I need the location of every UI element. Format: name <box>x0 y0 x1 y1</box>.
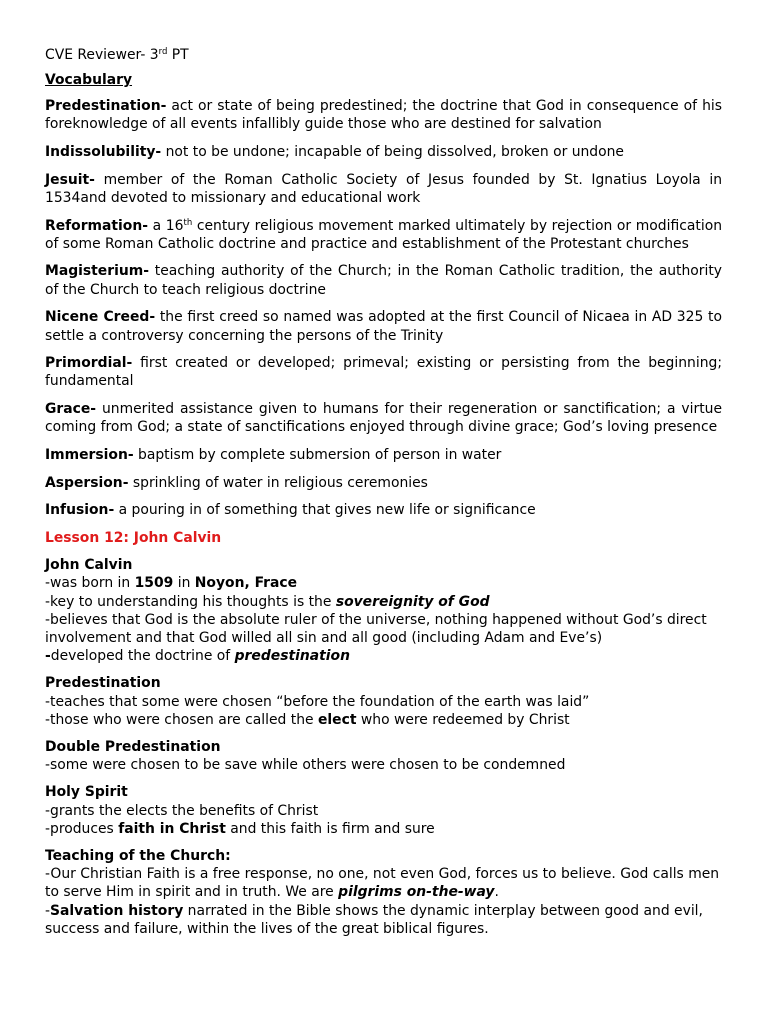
vocab-definition: sprinkling of water in religious ceremonies <box>128 474 428 491</box>
text-span: developed the doctrine of <box>50 648 235 665</box>
section-heading: Double Predestination <box>45 738 221 755</box>
vocab-definition: a 16 <box>148 217 184 234</box>
vocab-definition-continued: century religious movement marked ultimately by rejection or modification of some Roman Catholic doctrine and practice and establishment of the Protestant churches <box>45 217 722 252</box>
vocabulary-heading: Vocabulary <box>45 72 133 88</box>
vocab-term: Nicene Creed- <box>45 309 156 326</box>
text-span: -those who were chosen are called the <box>45 711 318 728</box>
vocab-entry <box>45 97 722 133</box>
section-heading: Holy Spirit <box>45 784 128 801</box>
title-text: CVE Reviewer- 3 <box>45 47 159 63</box>
vocab-entry <box>45 217 722 253</box>
vocab-definition: first created or developed; primeval; existing or persisting from the beginning; fundamental <box>45 355 722 390</box>
text-line <box>45 711 722 729</box>
vocab-term: Magisterium- <box>45 263 149 280</box>
vocab-term: Reformation- <box>45 217 148 234</box>
vocab-definition: teaching authority of the Church; in the Roman Catholic tradition, the authority of the Church to teach religious doctrine <box>45 263 722 298</box>
vocab-term: Immersion- <box>45 447 134 464</box>
text-line <box>45 820 722 838</box>
document-title <box>45 46 722 64</box>
vocab-definition: a pouring in of something that gives new life or significance <box>114 502 536 519</box>
vocab-term: Infusion- <box>45 502 115 519</box>
text-line: -Our Christian Faith is a free response, no one, not even God, forces us to believe. God calls men <box>45 866 720 883</box>
vocab-definition: unmerited assistance given to humans for their regeneration or sanctification; a virtue coming from God; a state of sanctifications enjoyed through divine grace; God’s loving presence <box>45 401 722 436</box>
vocab-term: Indissolubility- <box>45 143 162 160</box>
section-heading: John Calvin <box>45 557 133 574</box>
john-calvin-section <box>45 556 722 665</box>
bold-text: 1509 <box>134 575 174 592</box>
vocab-entry <box>45 354 722 390</box>
text-span: . <box>494 884 499 901</box>
text-line: -believes that God is the absolute ruler of the universe, nothing happened without God’s direct <box>45 611 707 628</box>
text-span: in <box>173 575 195 592</box>
text-line: -teaches that some were chosen “before the foundation of the earth was laid” <box>45 693 590 710</box>
vocab-definition: baptism by complete submersion of person in water <box>133 447 502 464</box>
text-line: -some were chosen to be save while others were chosen to be condemned <box>45 757 566 774</box>
double-predestination-section <box>45 738 722 774</box>
vocab-entry <box>45 501 722 519</box>
text-span: -was born in <box>45 575 135 592</box>
vocab-term: Predestination- <box>45 98 167 114</box>
vocab-superscript: th <box>183 217 193 228</box>
text-span: - <box>45 902 51 919</box>
vocab-term: Grace- <box>45 401 97 418</box>
predestination-section <box>45 674 722 729</box>
bold-italic-text: sovereignity of God <box>335 593 490 610</box>
vocab-definition: the first creed so named was adopted at the first Council of Nicaea in AD 325 to settle a controversy concerning the persons of the Trinity <box>45 309 722 344</box>
vocab-term: Jesuit- <box>45 171 95 188</box>
vocab-term: Primordial- <box>45 355 133 372</box>
bold-italic-text: predestination <box>234 648 350 665</box>
vocab-definition: member of the Roman Catholic Society of Jesus founded by St. Ignatius Loyola in 1534and devoted to missionary and educational work <box>45 171 722 206</box>
vocab-entry <box>45 400 722 436</box>
text-span: narrated in the Bible shows the dynamic interplay between good and evil, <box>183 902 703 919</box>
text-line <box>45 883 722 901</box>
vocab-definition: act or state of being predestined; the doctrine that God in consequence of his foreknowledge of all events infallibly guide those who are destined for salvation <box>45 98 722 133</box>
bold-text: Noyon, Frace <box>194 575 298 592</box>
section-heading: Predestination <box>45 675 161 692</box>
bold-text: elect <box>318 711 357 728</box>
title-suffix: PT <box>167 47 189 63</box>
text-span: and this faith is firm and sure <box>225 820 435 837</box>
vocab-entry <box>45 143 722 161</box>
text-line: success and failure, within the lives of the great biblical figures. <box>45 920 489 937</box>
text-line <box>45 574 722 592</box>
vocab-entry <box>45 446 722 464</box>
holy-spirit-section <box>45 783 722 838</box>
text-span: -produces <box>45 820 119 837</box>
vocab-term: Aspersion- <box>45 474 129 491</box>
text-span: to serve Him in spirit and in truth. We are <box>45 884 339 901</box>
text-span: who were redeemed by Christ <box>356 711 570 728</box>
vocab-definition: not to be undone; incapable of being dissolved, broken or undone <box>161 143 624 160</box>
bold-text: Salvation history <box>50 902 184 919</box>
section-heading: Teaching of the Church: <box>45 848 231 864</box>
text-line: involvement and that God willed all sin and all good (including Adam and Eve’s) <box>45 629 603 646</box>
bold-text: - <box>45 648 51 665</box>
vocab-entry <box>45 474 722 492</box>
text-line <box>45 647 722 665</box>
vocab-entry <box>45 308 722 344</box>
text-line <box>45 902 722 920</box>
text-line <box>45 593 722 611</box>
text-span: -key to understanding his thoughts is the <box>45 593 336 610</box>
lesson-title: Lesson 12: John Calvin <box>45 530 222 547</box>
vocab-entry <box>45 171 722 207</box>
title-superscript: rd <box>158 47 168 57</box>
text-line: -grants the elects the benefits of Christ <box>45 802 319 819</box>
bold-text: faith in Christ <box>118 820 226 837</box>
vocab-entry <box>45 262 722 298</box>
teaching-section <box>45 847 722 938</box>
bold-italic-text: pilgrims on-the-way <box>338 884 495 901</box>
